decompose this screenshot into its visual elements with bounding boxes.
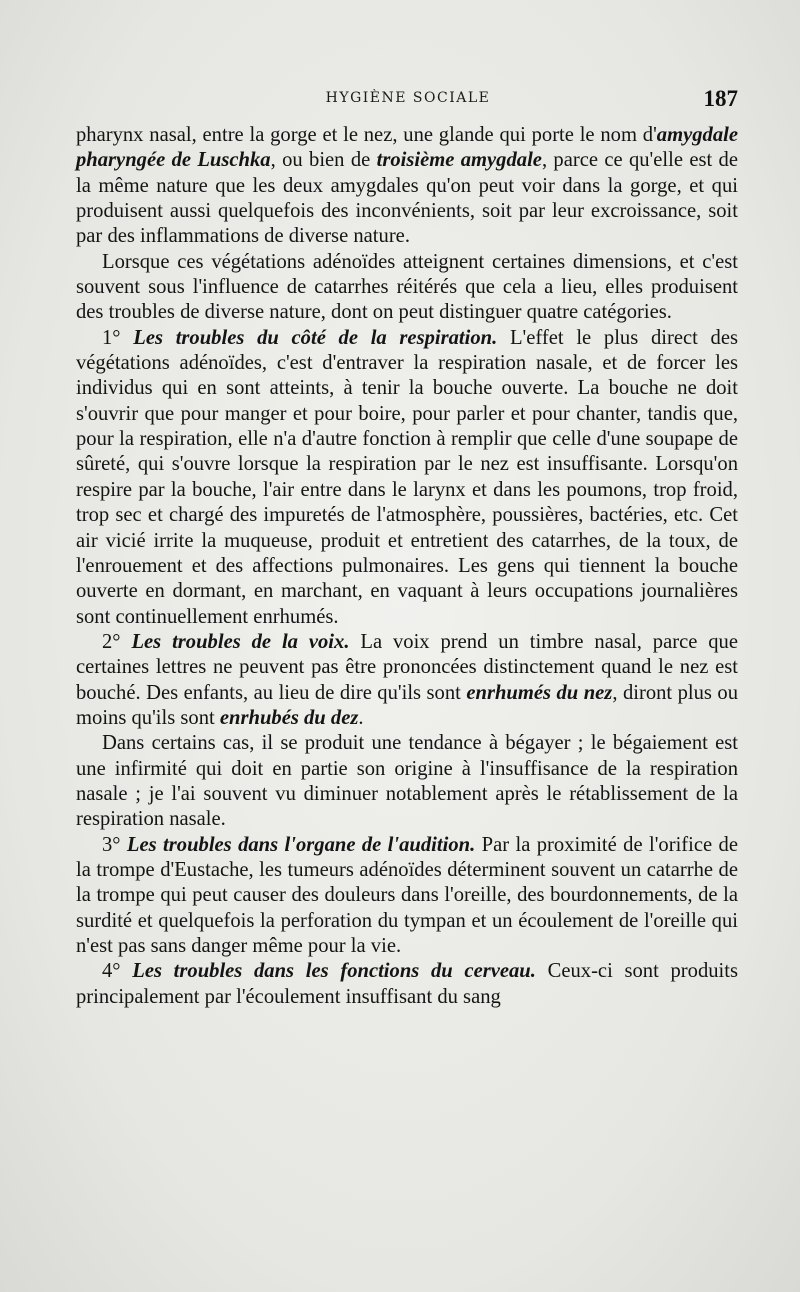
text-run: , diront plus ou moins qu'ils sont: [76, 681, 738, 729]
text-run: 1°: [102, 326, 134, 349]
text-run: La voix prend un timbre nasal, parce que certaines lettres ne peuvent pas être prononcées distinctement quand le nez est bouché. Des enfants, au lieu de dire qu'ils sont: [76, 630, 738, 704]
body-text: [76, 123, 738, 1010]
text-run: , ou bien de: [270, 149, 377, 172]
paragraph: [76, 959, 738, 1010]
text-run: , parce ce qu'elle est de la même nature que les deux amygdales qu'on peut voir dans la gorge, et qui produisent aussi quelquefois des inconvénients, soit par leur excroissance, soit par des inflammations de diverse nature.: [76, 149, 738, 248]
text-run: Par la proximité de l'orifice de la trompe d'Eustache, les tumeurs adénoïdes déterminent souvent un catarrhe de la trompe qui peut causer des douleurs dans l'oreille, des bourdonnements, de la surdité et quelquefois la perforation du tympan et un écoulement de l'oreille qui n'est pas sans danger même pour la vie.: [76, 833, 738, 957]
paragraph: [76, 833, 738, 960]
text-run: pharynx nasal, entre la gorge et le nez, une glande qui porte le nom d': [76, 124, 657, 146]
emphasized-text: Les troubles de la voix.: [131, 630, 350, 653]
text-run: Ceux-ci sont produits principalement par l'écoulement insuffisant du sang: [76, 960, 739, 1008]
text-run: .: [358, 706, 364, 729]
emphasized-text: Les troubles du côté de la respiration.: [133, 326, 498, 349]
emphasized-text: Les troubles dans les fonctions du cerveau.: [132, 960, 536, 983]
paragraph: [76, 250, 738, 326]
text-run: Lorsque ces végétations adénoïdes atteignent certaines dimensions, et c'est souvent sous l'influence de catarrhes réitérés que cela a lieu, elles produisent des troubles de diverse nature, dont on peut distinguer quatre catégories.: [76, 250, 738, 324]
text-run: 4°: [102, 960, 133, 983]
page-number: 187: [703, 86, 738, 111]
paragraph: [76, 326, 738, 630]
emphasized-text: troisième amygdale: [376, 149, 542, 172]
emphasized-text: enrhubés du dez: [219, 706, 359, 729]
text-run: 2°: [102, 630, 132, 653]
text-run: 3°: [102, 833, 127, 856]
paragraph: [76, 630, 738, 731]
paragraph: [76, 731, 738, 832]
running-title: HYGIÈNE SOCIALE: [325, 90, 491, 106]
emphasized-text: enrhumés du nez: [466, 681, 613, 704]
paragraph: [76, 123, 738, 250]
text-run: L'effet le plus direct des végétations adénoïdes, c'est d'entraver la respiration nasale, et de forcer les individus qui en sont atteints, à tenir la bouche ouverte. La bouche ne doit s'ouvrir que pour manger et pour boire, pour parler et pour chanter, tandis que, pour la respiration, elle n'a d'autre fonction à remplir que celle d'une soupape de sûreté, qui s'ouvre lorsque la respiration par le nez est insuffisante. Lorsqu'on respire par la bouche, l'air entre dans le larynx et dans les poumons, trop froid, trop sec et chargé des impuretés de l'atmosphère, poussières, bactéries, etc. Cet air vicié irrite la muqueuse, produit et entretient des catarrhes, de la toux, de l'enrouement et des affections pulmonaires. Les gens qui tiennent la bouche ouverte en dormant, en marchant, en vaquant à leurs occupations journalières sont continuellement enrhumés.: [76, 326, 738, 628]
emphasized-text: amygdale pharyngée de Luschka: [76, 124, 738, 172]
text-run: Dans certains cas, il se produit une tendance à bégayer ; le bégaiement est une infirmité qui doit en partie son origine à l'insuffisance de la respiration nasale ; je l'ai souvent vu diminuer notablement après le rétablissement de la respiration nasale.: [76, 732, 738, 831]
emphasized-text: Les troubles dans l'organe de l'audition.: [126, 833, 476, 856]
page-header: [78, 86, 738, 112]
